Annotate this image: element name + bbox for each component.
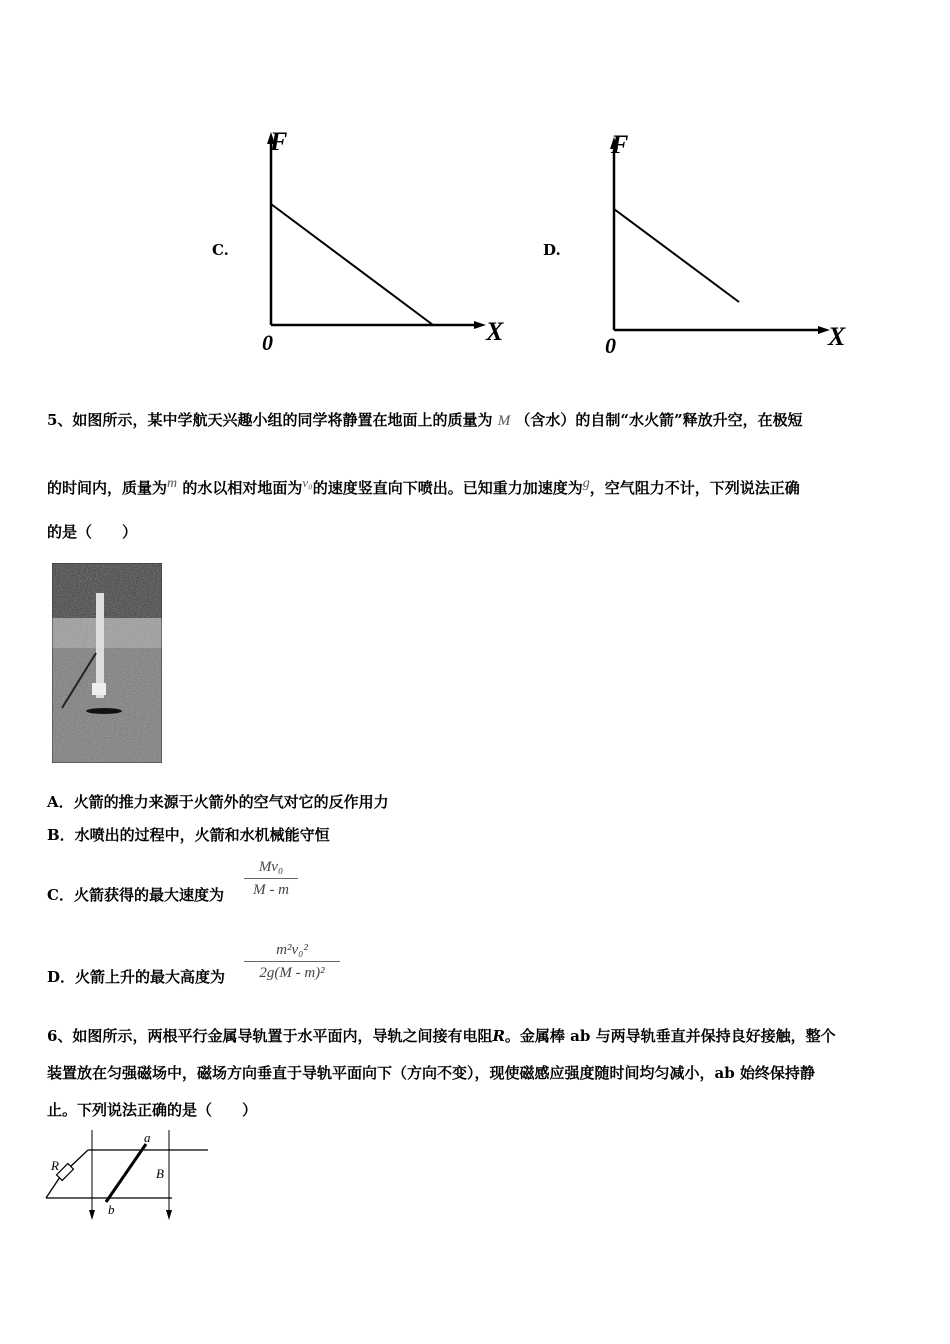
option-c-label: C. xyxy=(212,241,229,259)
q5-option-c: C．火箭获得的最大速度为 xyxy=(47,886,224,904)
var-M: M xyxy=(497,413,511,429)
q6-line-1: 6、如图所示，两根平行金属导轨置于水平面内，导轨之间接有电阻R。金属棒 ab 与两导轨垂直并保持良好接触，整个 xyxy=(47,1027,836,1045)
y-axis-label: F xyxy=(611,130,629,159)
y-axis-label: F xyxy=(270,127,288,156)
q5-option-b: B．水喷出的过程中，火箭和水机械能守恒 xyxy=(47,826,330,844)
metal-rod-ab xyxy=(106,1144,146,1202)
var-R: R xyxy=(492,1027,505,1045)
label-R: R xyxy=(51,1158,59,1173)
fraction-numerator: m²v₀² xyxy=(276,942,308,958)
graph-c xyxy=(250,120,520,360)
q5-option-d: D．火箭上升的最大高度为 xyxy=(47,968,226,986)
origin-label: 0 xyxy=(262,330,273,355)
var-m: m xyxy=(167,476,178,491)
force-line xyxy=(271,204,433,325)
fraction-denominator: M - m xyxy=(253,882,289,898)
q5-line-3: 的是（ ） xyxy=(47,523,138,541)
var-g: g xyxy=(582,476,590,491)
graph-d xyxy=(595,125,865,365)
q5-line-2: 的时间内，质量为$^m$ 的水以相对地面为$^{v_0}$的速度竖直向下喷出。已知重力加速度为$^g$，空气阻力不计，下列说法正确 xyxy=(47,475,800,497)
label-B: B xyxy=(156,1166,164,1181)
label-b: b xyxy=(108,1202,115,1217)
rail-circuit-figure xyxy=(40,1128,220,1228)
x-axis-label: X xyxy=(828,322,846,351)
q5-option-d-fraction xyxy=(244,941,340,982)
q5-option-a: A．火箭的推力来源于火箭外的空气对它的反作用力 xyxy=(47,793,389,811)
x-axis-arrow xyxy=(474,321,486,329)
water-rocket-photo xyxy=(52,563,162,763)
q5-line-1: 5、如图所示，某中学航天兴趣小组的同学将静置在地面上的质量为 M （含水）的自制“水火箭”释放升空，在极短 xyxy=(47,411,803,429)
option-d-label: D. xyxy=(543,241,561,259)
q6-line-2: 装置放在匀强磁场中，磁场方向垂直于导轨平面向下（方向不变），现使磁感应强度随时间均匀减小，ab 始终保持静 xyxy=(47,1064,815,1082)
q5-option-c-fraction xyxy=(244,858,298,899)
fraction-numerator: Mv₀ xyxy=(258,859,284,875)
label-a: a xyxy=(144,1130,151,1145)
fraction-denominator: 2g(M - m)² xyxy=(259,965,325,981)
q6-line-3: 止。下列说法正确的是（ ） xyxy=(47,1101,258,1119)
origin-label: 0 xyxy=(605,333,616,358)
rocket-body xyxy=(96,593,104,698)
var-v0: v₀ xyxy=(302,475,313,490)
force-line xyxy=(614,209,739,302)
x-axis-label: X xyxy=(486,317,504,346)
